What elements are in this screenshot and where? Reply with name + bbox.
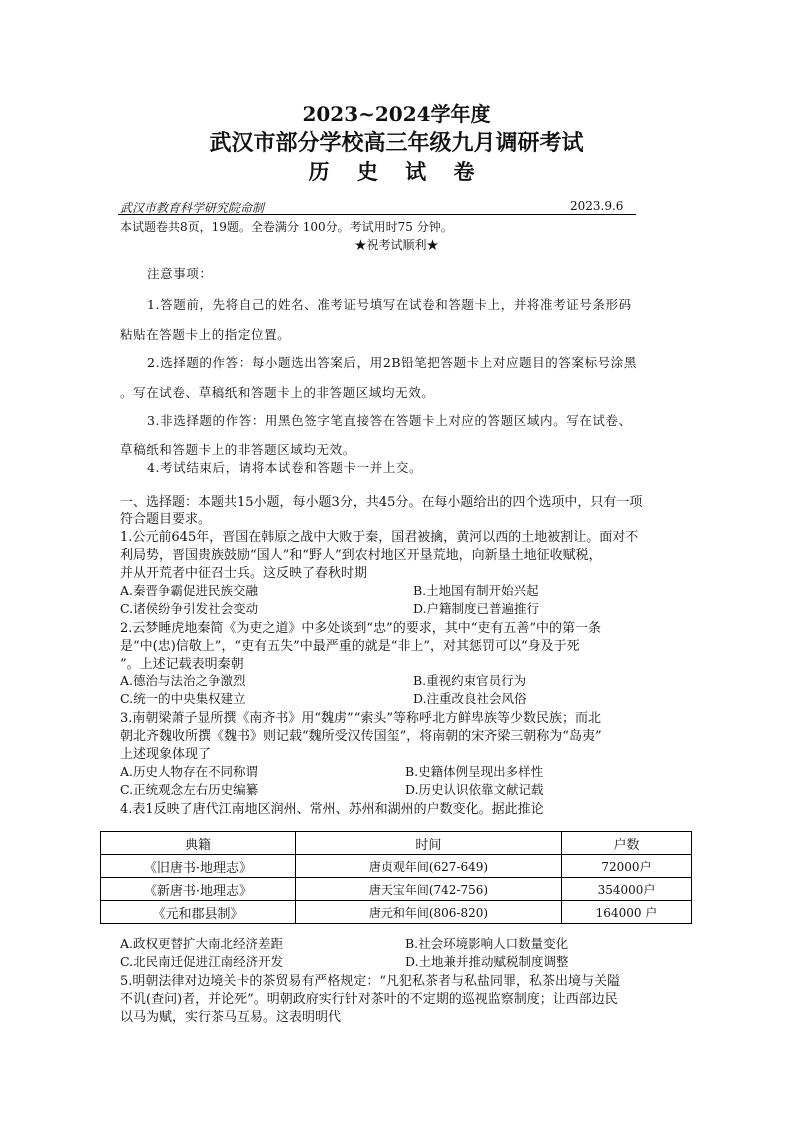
table-row <box>101 878 692 901</box>
question-5-text: 以马为赋，实行茶马互易。这表明明代 <box>120 1010 342 1025</box>
table-header: 户数 <box>561 832 691 855</box>
notice-line: 3.非选择题的作答：用黑色签字笔直接答在答题卡上对应的答题区域内。写在试卷、 <box>147 413 632 428</box>
table-row <box>101 901 692 924</box>
question-3-option-d: D.历史认识依靠文献记载 <box>405 782 544 797</box>
notice-line: 草稿纸和答题卡上的非答题区域均无效。 <box>120 442 356 457</box>
question-4-option-a: A.政权更替扩大南北经济差距 <box>120 936 284 951</box>
question-1-text: 1.公元前645年，晋国在韩原之战中大败于秦，国君被擒，黄河以西的土地被割让。面对不 <box>120 530 639 545</box>
table-cell: 72000户 <box>561 855 691 878</box>
question-5-text: 不讥(查问)者，并论死”。明朝政府实行针对茶叶的不定期的巡视监察制度；让西部边民 <box>120 992 618 1007</box>
header-divider <box>118 214 636 215</box>
question-2-text: 2.云梦睡虎地秦简《为吏之道》中多处谈到“忠”的要求，其中“吏有五善”中的第一条 <box>120 621 601 636</box>
table-header-row <box>101 832 692 855</box>
question-2-text: ”。上述记载表明秦朝 <box>120 657 244 672</box>
notice-line: 。写在试卷、草稿纸和答题卡上的非答题区域均无效。 <box>120 385 435 400</box>
table-header: 时间 <box>295 832 561 855</box>
notice-line: 1.答题前，先将自己的姓名、准考证号填写在试卷和答题卡上，并将准考证号条形码 <box>147 297 632 312</box>
question-5-text: 5.明朝法律对边境关卡的茶贸易有严格规定：“凡犯私茶者与私盐同罪，私茶出境与关隘 <box>120 974 621 989</box>
question-2-option-c: C.统一的中央集权建立 <box>120 691 246 706</box>
table-cell: 唐天宝年间(742-756) <box>295 878 561 901</box>
question-4-option-c: C.北民南迁促进江南经济开发 <box>120 954 284 969</box>
question-3-text: 上述现象体现了 <box>120 747 212 762</box>
section-instructions: 一、选择题：本题共15小题，每小题3分，共45分。在每小题给出的四个选项中，只有一项 <box>120 495 643 510</box>
exam-subject: 历 史 试 卷 <box>308 159 485 184</box>
exam-intro: 本试题卷共8页，19题。全卷满分 100分。考试用时75 分钟。 <box>120 220 453 234</box>
table-cell: 354000户 <box>561 878 691 901</box>
exam-year: 2023~2024学年度 <box>302 102 491 126</box>
table-cell: 《新唐书·地理志》 <box>101 878 296 901</box>
question-1-option-d: D.户籍制度已普遍推行 <box>413 601 540 616</box>
question-4-option-d: D.土地兼并推动赋税制度调整 <box>405 954 569 969</box>
table-header: 典籍 <box>101 832 296 855</box>
exam-issuer: 武汉市教育科学研究院命制 <box>120 201 265 215</box>
table-cell: 唐贞观年间(627-649) <box>295 855 561 878</box>
notice-line: 2.选择题的作答：每小题选出答案后，用2B铅笔把答题卡上对应题目的答案标号涂黑 <box>147 355 637 370</box>
question-1-text: 利局势，晋国贵族鼓励“国人”和“野人”到农村地区开垦荒地，向新垦土地征收赋税， <box>120 548 602 563</box>
question-3-option-c: C.正统观念左右历史编纂 <box>120 782 259 797</box>
section-instructions: 符合题目要求。 <box>120 512 212 527</box>
question-1-option-b: B.土地国有制开始兴起 <box>413 583 539 598</box>
question-2-text: 是“中(忠)信敬上”，“吏有五失”中最严重的就是“非上”，对其惩罚可以“身及于死 <box>120 639 580 654</box>
question-1-option-a: A.秦晋争霸促进民族交融 <box>120 583 259 598</box>
table-cell: 唐元和年间(806-820) <box>295 901 561 924</box>
question-2-option-a: A.德治与法治之争激烈 <box>120 673 246 688</box>
table-cell: 《旧唐书·地理志》 <box>101 855 296 878</box>
notice-line: 4.考试结束后，请将本试卷和答题卡一并上交。 <box>147 460 423 475</box>
exam-title: 武汉市部分学校高三年级九月调研考试 <box>209 130 584 156</box>
table-cell: 164000 户 <box>561 901 691 924</box>
question-3-option-a: A.历史人物存在不同称谓 <box>120 764 259 779</box>
question-1-option-c: C.诸侯纷争引发社会变动 <box>120 601 259 616</box>
notice-line: 粘贴在答题卡上的指定位置。 <box>120 327 291 342</box>
households-table <box>100 831 692 924</box>
question-1-text: 并从开荒者中征召士兵。这反映了春秋时期 <box>120 566 368 581</box>
question-3-text: 3.南朝梁萧子显所撰《南齐书》用“魏虏”“索头”等称呼北方鲜卑族等少数民族；而北 <box>120 711 601 726</box>
question-2-option-b: B.重视约束官员行为 <box>413 673 527 688</box>
question-4-text: 4.表1反映了唐代江南地区润州、常州、苏州和湖州的户数变化。据此推论 <box>120 802 544 817</box>
question-3-text: 朝北齐魏收所撰《魏书》则记载“魏所受汉传国玺”，将南朝的宋齐梁三朝称为“岛夷” <box>120 729 602 744</box>
exam-blessing: ★祝考试顺利★ <box>354 238 439 252</box>
question-4-option-b: B.社会环境影响人口数量变化 <box>405 936 569 951</box>
table-row <box>101 855 692 878</box>
table-cell: 《元和郡县制》 <box>101 901 296 924</box>
notice-heading: 注意事项： <box>147 266 213 281</box>
question-2-option-d: D.注重改良社会风俗 <box>413 691 527 706</box>
exam-date: 2023.9.6 <box>570 199 624 213</box>
question-3-option-b: B.史籍体例呈现出多样性 <box>405 764 544 779</box>
